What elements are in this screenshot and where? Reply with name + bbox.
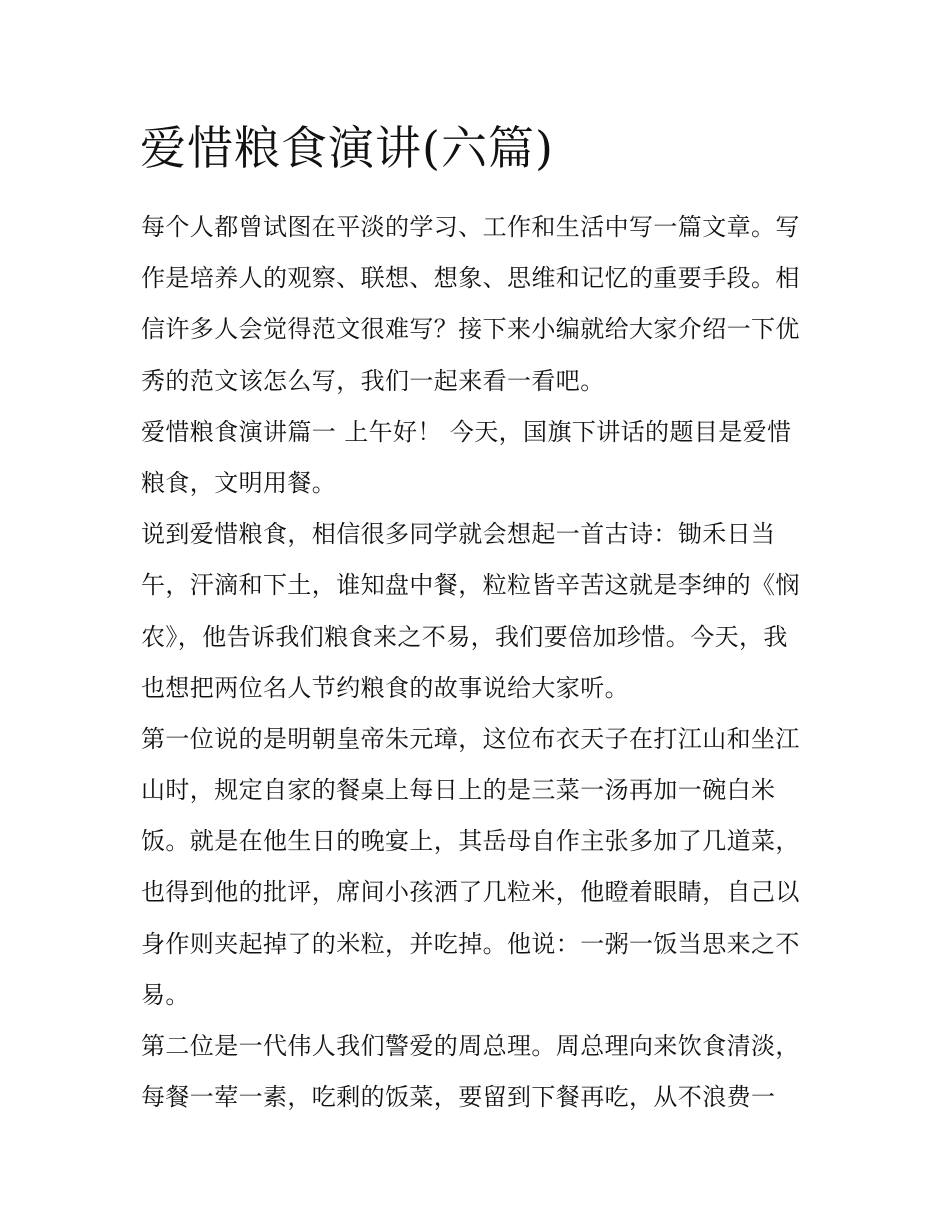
text-line: 秀的范文该怎么写，我们一起来看一看吧。: [141, 366, 605, 395]
text-line: 爱惜粮食演讲篇一 上午好！ 今天，国旗下讲话的题目是爱惜: [141, 417, 792, 446]
text-line: 作是培养人的观察、联想、想象、思维和记忆的重要手段。相: [141, 264, 800, 293]
text-line: 午，汗滴和下土，谁知盘中餐，粒粒皆辛苦这就是李绅的《悯: [141, 571, 800, 600]
text-line: 每餐一荤一素，吃剩的饭菜，要留到下餐再吃，从不浪费一: [141, 1083, 776, 1112]
text-line: 也想把两位名人节约粮食的故事说给大家听。: [141, 673, 629, 702]
text-line: 说到爱惜粮食，相信很多同学就会想起一首古诗：锄禾日当: [141, 520, 776, 549]
document-title: 爱惜粮食演讲(六篇): [140, 121, 554, 175]
text-line: 信许多人会觉得范文很难写？接下来小编就给大家介绍一下优: [141, 315, 800, 344]
text-line: 山时，规定自家的餐桌上每日上的是三菜一汤再加一碗白米: [141, 776, 776, 805]
document-body: [141, 202, 816, 1123]
text-line: 饭。就是在他生日的晚宴上，其岳母自作主张多加了几道菜，: [141, 827, 800, 856]
text-line: 易。: [141, 980, 190, 1009]
text-line: 也得到他的批评，席间小孩洒了几粒米，他瞪着眼睛，自己以: [141, 878, 800, 907]
text-line: 农》，他告诉我们粮食来之不易，我们要倍加珍惜。今天，我: [141, 622, 788, 651]
text-line: 第一位说的是明朝皇帝朱元璋，这位布衣天子在打江山和坐江: [141, 724, 800, 753]
text-line: 粮食，文明用餐。: [141, 468, 337, 497]
text-line: 身作则夹起掉了的米粒，并吃掉。他说：一粥一饭当思来之不: [141, 929, 800, 958]
text-line: 每个人都曾试图在平淡的学习、工作和生活中写一篇文章。写: [141, 213, 800, 241]
text-line: 第二位是一代伟人我们警爱的周总理。周总理向来饮食清淡，: [141, 1032, 800, 1060]
